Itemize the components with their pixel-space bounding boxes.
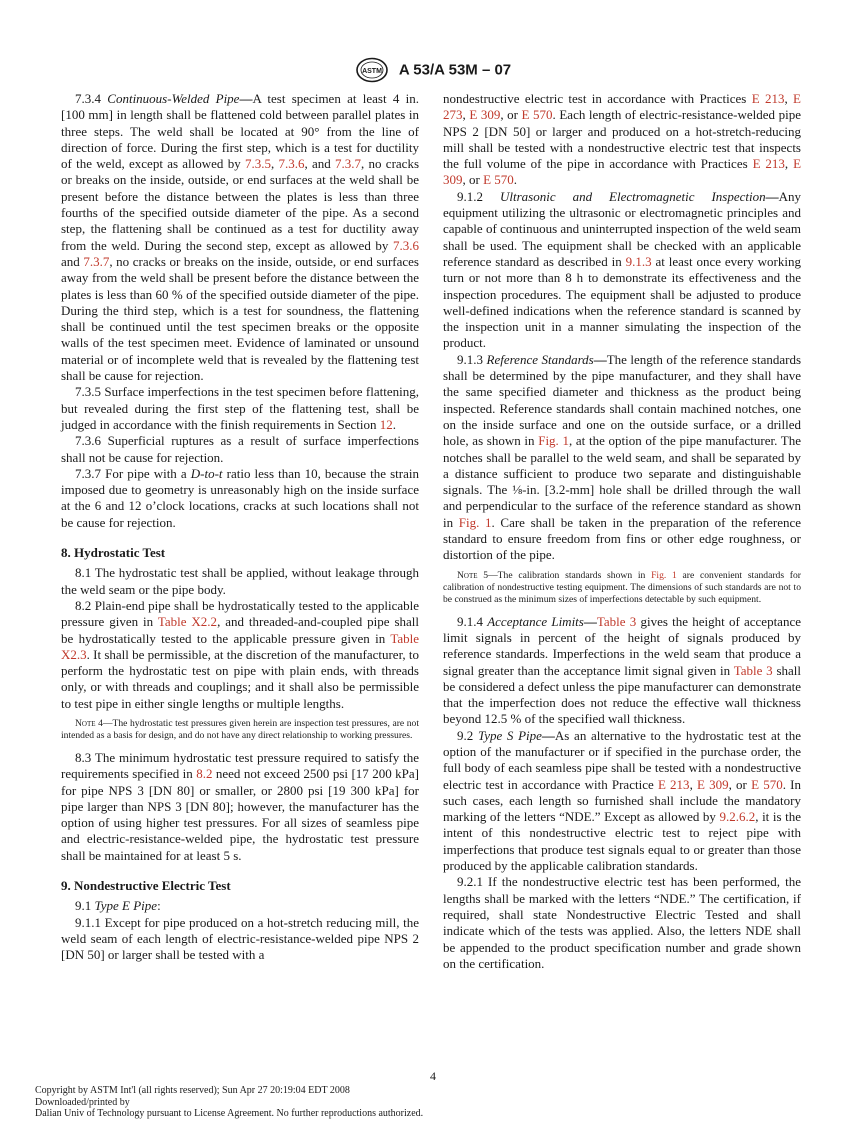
heading-hydrostatic-test: 8. Hydrostatic Test [61,545,166,561]
copyright-footer [35,1085,423,1120]
ref-link[interactable]: 7.3.6 [393,237,419,253]
ref-link[interactable]: E 309 [697,776,729,792]
ref-link[interactable]: 9.1.3 [625,253,652,269]
ref-link[interactable]: 12 [379,416,393,432]
ref-link[interactable]: 7.3.5 [244,156,271,172]
ref-link[interactable]: 8.2 [196,766,213,782]
ref-link[interactable]: E 309 [443,156,802,188]
right-column [443,91,801,972]
astm-logo-icon [355,57,389,83]
section-8-3: 8.3 The minimum hydrostatic test pressure required to satisfy the requirements specified in 8.2 need not exceed 2500 psi [17 200 kPa] for pipe NPS 3 [DN 80] or smaller, or 2800 psi [19 300 kPa] for pipe larger than NPS 3 [DN 80]; however, the manufacturer has the option of using higher test pressures. For all sizes of seamless pipe and electric-resistance-welded pipe, the hydrostatic test pressure shall be maintained for at least 5 s. [61,749,419,863]
section-9-1: 9.1 Type E Pipe: [75,898,161,914]
ref-link[interactable]: Table 3 [596,613,637,629]
section-7-3-6: 7.3.6 Superficial ruptures as a result of surface imperfections shall not be cause for rejection. [61,433,419,465]
footer-line: Dalian Univ of Technology pursuant to License Agreement. No further reproductions authorized. [35,1108,424,1119]
section-8-2: 8.2 Plain-end pipe shall be hydrostatically tested to the applicable pressure given in Table X2.2, and threaded-and-coupled pipe shall be hydrostatically tested to the applicable pressure given in Table X2.3. It shall be permissible, at the discretion of the manufacturer, to perform the hydrostatic test on pipe with plain ends, with threads only, or with threads and couplings; and it shall also be permissible to test pipe in either single lengths or multiple lengths. [61,597,419,711]
left-column [61,91,419,964]
page-header [0,57,866,83]
ref-link[interactable]: Table X2.2 [157,614,218,630]
note-5: Note 5—The calibration standards shown in Fig. 1 are convenient standards for calibration of nondestructive testing equipment. The dimensions of such standards are not to be construed as the minimum sizes of imperfections detectable by such equipment. [443,569,801,605]
ref-link[interactable]: Fig. 1 [458,514,492,530]
section-7-3-7: 7.3.7 For pipe with a D-to-t ratio less than 10, because the strain imposed due to geometry is unreasonably high on the inside surface at the 6 and 12 o’clock locations, cracks at such locations shall not be cause for rejection. [61,465,420,530]
ref-link[interactable]: E 570 [521,107,553,123]
section-7-3-5: 7.3.5 Surface imperfections in the test specimen before flattening, but revealed during the first step of the flattening test, shall be judged in accordance with the finish requirements in Section 12. [61,384,419,432]
section-9-1-2: 9.1.2 Ultrasonic and Electromagnetic Inspection—Any equipment utilizing the ultrasonic or electromagnetic principles and capable of continuous and uninterrupted inspection of the weld seam shall be used. The equipment shall be checked with an applicable reference standard as described in 9.1.3 at least once every working turn or not more than 8 h to demonstrate its effectiveness and the inspection procedures. The equipment shall be adjusted to produce well-defined indications when the reference standard is scanned by the inspection unit in a manner simulating the inspection of the product. [443,188,802,351]
section-7-3-4: 7.3.4 Continuous-Welded Pipe—A test specimen at least 4 in. [100 mm] in length shall be flattened cold between parallel plates in three steps. The weld shall be located at 90° from the line of direction of force. During the first step, which is a test for ductility of the weld, except as allowed by 7.3.5, 7.3.6, and 7.3.7, no cracks or breaks on the inside, outside, or end surfaces at the weld shall be present before the distance between the plates is less than three fourths of the specified outside diameter of the pipe. As a second step, the flattening shall be continued as a test for ductility away from the weld. During the second step, except as allowed by 7.3.6 and 7.3.7, no cracks or breaks on the inside, outside, or end surfaces away from the weld shall be present before the distance between the plates is less than 60 % of the specified outside diameter of the pipe. During the third step, which is a test for soundness, the flattening shall be continued until the test specimen breaks or the opposite walls of the test specimen meet. Evidence of laminated or unsound material or of incomplete weld that is revealed by the flattening test shall be cause for rejection. [61,91,420,384]
section-9-2: 9.2 Type S Pipe—As an alternative to the hydrostatic test at the option of the manufacturer or if specified in the purchase order, the full body of each seamless pipe shall be tested with a nondestructive electric test in accordance with Practice E 213, E 309, or E 570. In such cases, each length so furnished shall include the mandatory marking of the letters “NDE.” Except as allowed by 9.2.6.2, it is the intent of this nondestructive electric test to reject pipe with imperfections that produce test signals equal to or greater than those produced by the applicable calibration standards. [443,727,801,874]
page-number: 4 [430,1069,436,1083]
ref-link[interactable]: E 570 [751,776,783,792]
ref-link[interactable]: Table 3 [733,662,773,678]
designation: A 53/A 53M – 07 [398,61,512,79]
ref-link[interactable]: 7.3.7 [83,253,110,269]
note-4: Note 4—The hydrostatic test pressures given herein are inspection test pressures, are not intended as a basis for design, and do not have any direct relationship to working pressures. [61,717,419,741]
ref-link[interactable]: E 213 [657,776,690,792]
ref-link[interactable]: Table X2.3 [61,630,419,662]
ref-link[interactable]: 7.3.7 [335,156,362,172]
section-9-1-4: 9.1.4 Acceptance Limits—Table 3 gives the height of acceptance limit signals in percent of the height of signals produced by reference standards. Imperfections in the weld seam that produce a signal greater than the acceptance limit signal given in Table 3 shall be considered a defect unless the pipe manufacturer can demonstrate that the imperfection does not reduce the effective wall thickness beyond 12.5 % of the specified wall thickness. [443,613,801,727]
footer-line: Downloaded/printed by [35,1096,130,1108]
section-9-1-3: 9.1.3 Reference Standards—The length of the reference standards shall be determined by the pipe manufacturer, and they shall have the same specified diameter and thickness as the product being inspected. Reference standards shall contain machined notches, one on the inside surface and one on the outside surface, or a drilled hole, as shown in Fig. 1, at the option of the pipe manufacturer. The notches shall be parallel to the weld seam, and shall be separated by a distance sufficient to produce two separate and distinguishable signals. The ⅛-in. [3.2-mm] hole shall be drilled through the wall and perpendicular to the surface of the reference standard as shown in Fig. 1. Care shall be taken in the preparation of the reference standard to ensure freedom from fins or other edge roughness, or distortion of the pipe. [443,351,802,563]
ref-link[interactable]: E 213 [751,91,785,106]
section-8-1: 8.1 The hydrostatic test shall be applied, without leakage through the weld seam or the pipe body. [61,565,419,597]
ref-link[interactable]: E 309 [469,107,501,123]
ref-link[interactable]: E 213 [752,156,785,172]
heading-nondestructive-electric-test: 9. Nondestructive Electric Test [61,878,231,894]
ref-link[interactable]: 9.2.6.2 [719,809,756,825]
section-9-2-1: 9.2.1 If the nondestructive electric test has been performed, the lengths shall be marked with the letters “NDE.” The certification, if required, shall state Nondestructive Electric Tested and shall indicate which of the tests was applied. Also, the letters NDE shall be appended to the product specification number and grade shown on the certification. [443,874,801,971]
ref-link[interactable]: Fig. 1 [538,433,569,449]
ref-link[interactable]: E 570 [483,172,514,188]
section-9-1-1-continued: nondestructive electric test in accordance with Practices E 213, E 273, E 309, or E 570. Each length of electric-resistance-welded pipe NPS 2 [DN 50] or larger and produced on a hot-stretch-reducing mill shall be tested with a nondestructive electric test that inspects the full volume of the pipe in accordance with Practices E 213, E 309, or E 570. [443,91,802,188]
svg-text:ASTM: ASTM [361,68,382,75]
section-9-1-1: 9.1.1 Except for pipe produced on a hot-stretch reducing mill, the weld seam of each length of electric-resistance-welded pipe NPS 2 [DN 50] or larger shall be tested with a [61,914,419,963]
footer-line: Copyright by ASTM Int'l (all rights reserved); Sun Apr 27 20:19:04 EDT 2008 [35,1085,350,1096]
ref-link[interactable]: Fig. 1 [651,569,677,581]
ref-link[interactable]: E 273 [443,91,801,123]
ref-link[interactable]: 7.3.6 [278,156,305,172]
